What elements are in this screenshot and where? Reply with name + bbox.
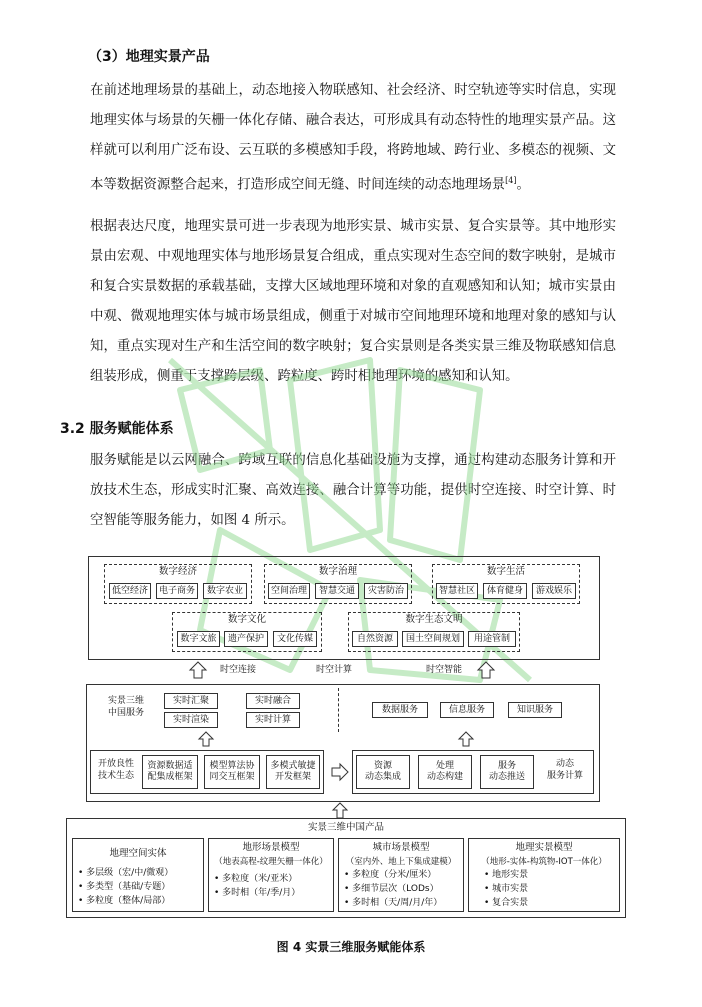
product-geo-reality-model-bullet: • 地形实景 [484,870,529,880]
item-natural-resources: 自然资源 [352,631,398,647]
product-geo-entity-bullet: • 多类型（基础/专题） [78,882,171,892]
product-geo-entity-bullet: • 多层级（宏/中/微观） [78,868,174,878]
item-use-control: 用途管制 [468,631,516,647]
item-realtime-aggregation: 实时汇聚 [164,693,218,709]
product-city-model-bullet: • 多时相（天/周/月/年） [344,898,443,908]
item-realtime-computing: 实时计算 [246,712,300,728]
product-terrain-model-sub: （地表高程-纹理矢栅一体化） [214,857,328,867]
product-terrain-model-title: 地形场景模型 [242,842,300,853]
link-spatiotemporal-intelligence: 时空智能 [426,665,463,675]
item-digital-agriculture: 数字农业 [203,583,247,599]
section-heading-3: （3）地理实景产品 [88,49,210,65]
item-information-service: 信息服务 [440,702,494,718]
up-arrow-icon [459,732,473,746]
service-label: 实景三维 中国服务 [107,696,144,718]
group-title-digital-life: 数字生活 [486,566,525,577]
group-title-digital-culture: 数字文化 [227,614,266,625]
link-spatiotemporal-computing: 时空计算 [316,665,353,675]
item-data-service: 数据服务 [372,702,428,718]
paragraph-2: 根据表达尺度，地理实景可进一步表现为地形实景、城市实景、复合实景等。其中地形实景由宏观、中观地理实体与地形场景复合组成，重点实现对生态空间的数字映射，是城市和复合实景数据的承载基础，支撑大区域地理环境和对象的直观感知和认知；城市实景由中观、微观地理实体与城市场景组成，侧重于对城市空间地理环境和地理对象的感知与认知，重点实现对生产和生活空间的数字映射；复合实景则是各类实景三维及物联感知信息组装形成，侧重于支撑跨层级、跨粒度、跨时相地理环境的感知和认知。 [90,219,616,384]
service-divider [338,688,339,732]
item-resource-dynamic-integration: 资源 动态集成 [356,755,410,789]
up-arrow-icon [199,732,213,746]
group-title-digital-economy: 数字经济 [158,566,197,577]
group-title-digital-governance: 数字治理 [318,566,357,577]
item-game-entertainment: 游戏娱乐 [532,583,576,599]
item-realtime-rendering: 实时渲染 [164,712,218,728]
paragraph-1-tail: 。 [516,177,530,193]
product-city-model-sub: （室内外、地上下集成建模） [345,857,457,867]
paragraph-3: 服务赋能是以云网融合、跨域互联的信息化基础设施为支撑，通过构建动态服务计算和开放技术生态，形成实时汇聚、高效连接、融合计算等功能，提供时空连接、时空计算、时空智能等服务能力，如图 4 所示。 [90,453,616,528]
product-geo-reality-model-title: 地理实景模型 [515,842,573,853]
product-geo-entity-bullet: • 多粒度（整体/局部） [78,896,171,906]
item-disaster-prevention: 灾害防治 [364,583,408,599]
up-arrow-icon [190,662,206,678]
item-sports-fitness: 体育健身 [483,583,527,599]
citation-ref[interactable]: [4] [505,176,517,185]
item-service-dynamic-push: 服务 动态推送 [480,755,534,789]
item-low-altitude-economy: 低空经济 [109,583,151,599]
item-processing-dynamic-build: 处理 动态构建 [418,755,472,789]
product-geo-entity-title: 地理空间实体 [109,848,167,859]
product-city-model-bullet: • 多细节层次（LODs） [344,884,439,894]
tech-ecosystem-label: 开放良性 技术生态 [97,759,134,781]
section-heading-3-2: 3.2 服务赋能体系 [60,421,174,437]
product-geo-reality-model-bullet: • 复合实景 [484,898,529,908]
item-realtime-fusion: 实时融合 [246,693,300,709]
item-heritage-protection: 遗产保护 [224,631,268,647]
item-smart-community: 智慧社区 [436,583,478,599]
group-title-digital-ecology: 数字生态文明 [405,614,463,625]
item-resource-integration-framework: 资源数据适 配集成框架 [142,755,198,789]
item-spatial-governance: 空间治理 [268,583,310,599]
item-cultural-media: 文化传媒 [273,631,317,647]
link-spatiotemporal-connection: 时空连接 [220,665,257,675]
item-territorial-planning: 国土空间规划 [402,631,464,647]
right-arrow-icon [330,762,350,782]
up-arrows-row-2 [86,730,600,750]
product-terrain-model-bullet: • 多粒度（米/亚米） [214,874,298,884]
item-agile-development-framework: 多模式敏捷 开发框架 [266,755,320,789]
figure-caption: 图 4 实景三维服务赋能体系 [276,940,426,954]
item-smart-transport: 智慧交通 [315,583,359,599]
item-digital-tourism: 数字文旅 [177,631,220,647]
products-title: 实景三维中国产品 [307,822,384,833]
product-geo-reality-model-sub: （地形-实体-构筑物-IOT一体化） [481,857,607,867]
product-geo-reality-model-bullet: • 城市实景 [484,884,529,894]
product-city-model-bullet: • 多粒度（分米/厘米） [344,870,437,880]
item-e-commerce: 电子商务 [156,583,198,599]
item-knowledge-service: 知识服务 [508,702,562,718]
paragraph-1 [90,76,616,200]
up-arrow-icon [478,662,494,678]
dynamic-compute-label: 动态 服务计算 [546,759,583,781]
product-terrain-model-bullet: • 多时相（年/季/月） [214,888,301,898]
product-city-model-title: 城市场景模型 [372,842,430,853]
item-model-algorithm-framework: 模型算法协 同交互框架 [204,755,260,789]
paragraph-1-text: 在前述地理场景的基础上，动态地接入物联感知、社会经济、时空轨迹等实时信息，实现地理实体与场景的矢栅一体化存储、融合表达，可形成具有动态特性的地理实景产品。这样就可以利用广泛布设、云互联的多模感知手段，将跨地域、跨行业、多模态的视频、文本等数据资源整合起来，打造形成空间无缝、时间连续的动态地理场景 [90,83,616,193]
